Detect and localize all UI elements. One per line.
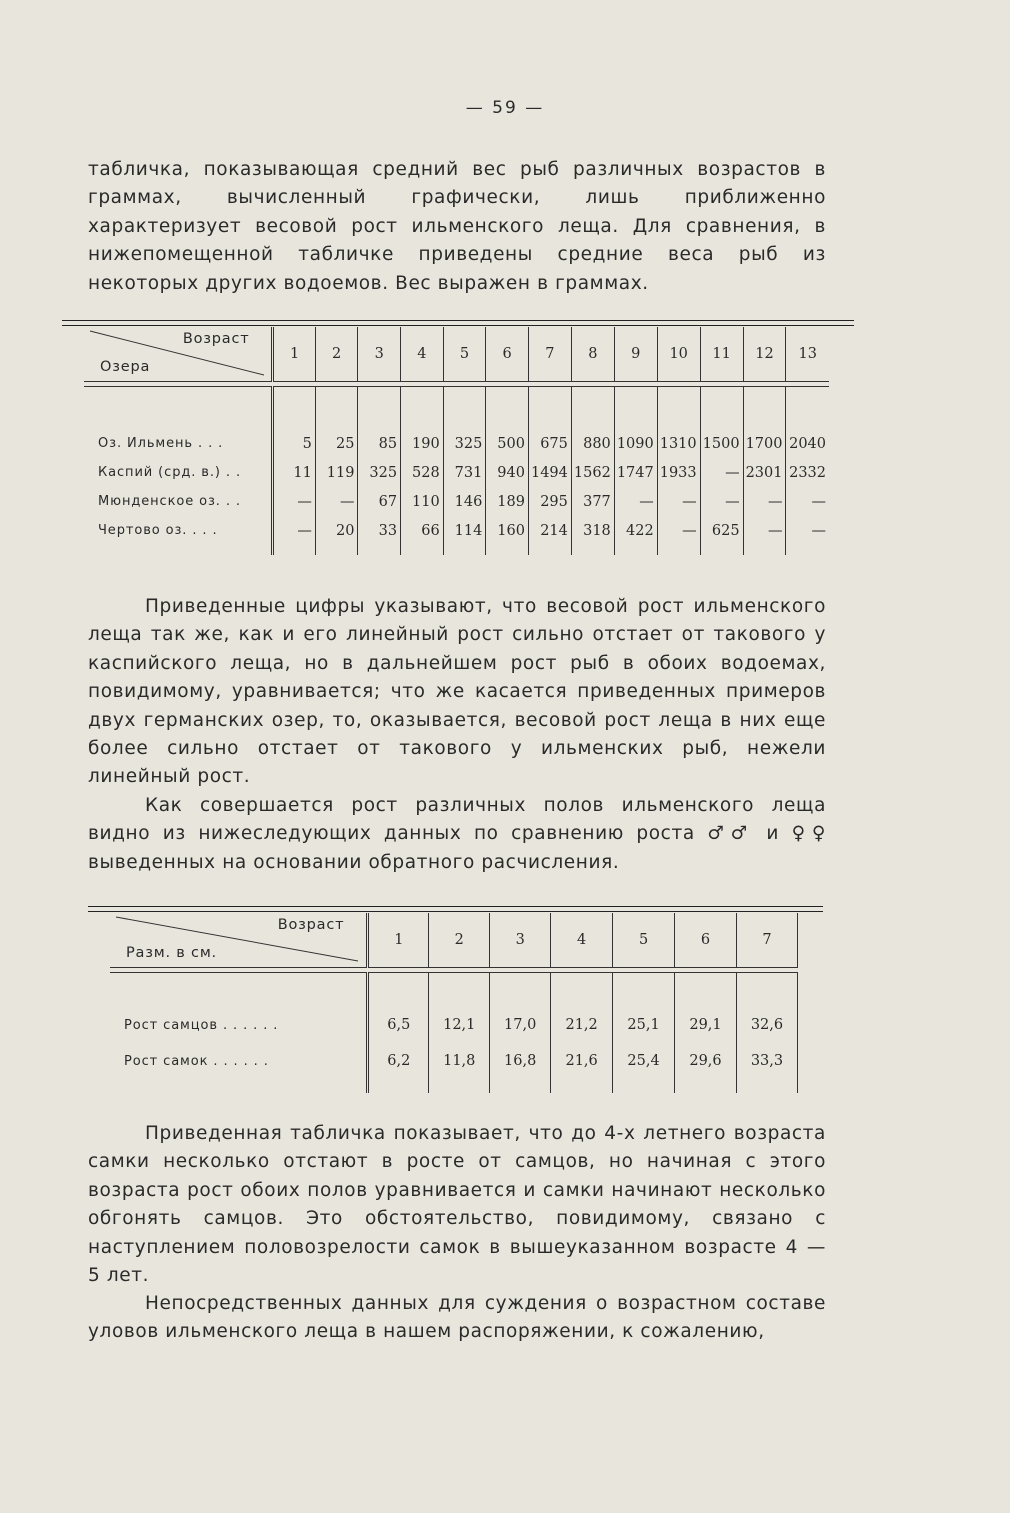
- spacer-cell: [368, 1079, 429, 1093]
- table-tail-row: [110, 1079, 798, 1093]
- column-header: 5: [443, 327, 486, 382]
- table-row: [110, 1043, 798, 1079]
- data-cell: 1500: [700, 429, 743, 458]
- spacer-cell: [528, 387, 571, 430]
- spacer-cell: [786, 387, 829, 430]
- data-cell: 625: [700, 516, 743, 545]
- data-cell: 1747: [614, 458, 657, 487]
- data-cell: 25: [315, 429, 358, 458]
- data-cell: 528: [401, 458, 444, 487]
- column-header: 4: [401, 327, 444, 382]
- table-row: [84, 487, 829, 516]
- data-cell: 85: [358, 429, 401, 458]
- spacer-cell: [700, 545, 743, 555]
- data-cell: 325: [443, 429, 486, 458]
- spacer-cell: [613, 973, 675, 1008]
- row-label: Рост самцов . . . . . .: [110, 1007, 368, 1043]
- column-header: 2: [429, 913, 490, 968]
- data-cell: —: [700, 487, 743, 516]
- data-cell: 25,1: [613, 1007, 675, 1043]
- column-header: 12: [743, 327, 786, 382]
- data-cell: 214: [528, 516, 571, 545]
- data-cell: 940: [486, 458, 529, 487]
- data-cell: —: [273, 487, 315, 516]
- spacer-cell: [273, 387, 315, 430]
- data-cell: 1310: [657, 429, 700, 458]
- paragraph-conclusion: Приведенная табличка показывает, что до 4-х летнего возраста самки несколько отстают в росте от самцов, но начиная с этого возраста рост обоих полов уравнивается и самки начинают несколько обгонять самцов. Это обстоятельство, повидимому, связано с наступлением половозрелости самок в вышеуказанном возрасте 4 — 5 лет.: [88, 1123, 826, 1287]
- table-row: [84, 516, 829, 545]
- data-cell: —: [743, 487, 786, 516]
- data-cell: 731: [443, 458, 486, 487]
- spacer-cell: [551, 1079, 613, 1093]
- page-number: — 59 —: [465, 98, 545, 118]
- data-cell: —: [657, 487, 700, 516]
- spacer-cell: [273, 545, 315, 555]
- column-header: 3: [358, 327, 401, 382]
- spacer-cell: [401, 545, 444, 555]
- corner-cell: [84, 327, 271, 381]
- data-cell: 11: [273, 458, 315, 487]
- data-cell: 190: [401, 429, 444, 458]
- table-row: [84, 458, 829, 487]
- column-header: 1: [368, 913, 429, 968]
- data-cell: 2301: [743, 458, 786, 487]
- data-cell: 119: [315, 458, 358, 487]
- paragraph-sex-growth: Как совершается рост различных полов ильменского леща видно из нижеследующих данных по сравнению роста ♂♂ и ♀♀ выведенных на основании обратного расчисления.: [88, 795, 826, 873]
- data-cell: 6,5: [368, 1007, 429, 1043]
- spacer-cell: [490, 1079, 551, 1093]
- spacer-cell: [315, 387, 358, 430]
- spacer-cell: [657, 545, 700, 555]
- spacer-cell: [614, 387, 657, 430]
- table-corner-header: [110, 913, 368, 968]
- data-cell: —: [700, 458, 743, 487]
- column-header: 3: [490, 913, 551, 968]
- data-cell: 6,2: [368, 1043, 429, 1079]
- spacer-cell: [675, 973, 737, 1008]
- data-cell: 422: [614, 516, 657, 545]
- data-cell: 29,6: [675, 1043, 737, 1079]
- paragraph-age-composition: Непосредственных данных для суждения о возрастном составе уловов ильменского леща в нашем распоряжении, к сожалению,: [88, 1293, 826, 1343]
- data-cell: 33,3: [736, 1043, 797, 1079]
- data-cell: 1700: [743, 429, 786, 458]
- data-cell: 880: [571, 429, 614, 458]
- spacer-cell: [571, 545, 614, 555]
- column-header: 6: [675, 913, 737, 968]
- row-label: Чертово оз. . . .: [84, 516, 273, 545]
- spacer-cell: [486, 545, 529, 555]
- data-cell: 11,8: [429, 1043, 490, 1079]
- data-cell: —: [614, 487, 657, 516]
- data-cell: 2332: [789, 464, 826, 481]
- spacer-cell: [786, 545, 829, 555]
- column-header: 7: [528, 327, 571, 382]
- data-cell: 21,2: [551, 1007, 613, 1043]
- data-cell: —: [657, 516, 700, 545]
- spacer-cell: [571, 387, 614, 430]
- data-cell: 160: [486, 516, 529, 545]
- data-cell: —: [273, 516, 315, 545]
- corner-row-label: Озера: [100, 359, 151, 375]
- spacer-cell: [486, 387, 529, 430]
- spacer-cell: [490, 973, 551, 1008]
- table-row: [84, 429, 829, 458]
- data-cell: 1933: [657, 458, 700, 487]
- spacer-cell: [551, 973, 613, 1008]
- spacer-cell: [368, 973, 429, 1008]
- spacer-cell: [736, 1079, 797, 1093]
- data-cell: 16,8: [490, 1043, 551, 1079]
- spacer-cell: [675, 1079, 737, 1093]
- spacer-cell: [358, 387, 401, 430]
- data-cell: 295: [528, 487, 571, 516]
- data-cell: 66: [401, 516, 444, 545]
- data-cell: 21,6: [551, 1043, 613, 1079]
- spacer-cell: [443, 545, 486, 555]
- data-cell: 189: [486, 487, 529, 516]
- column-header: 5: [613, 913, 675, 968]
- data-cell: 325: [358, 458, 401, 487]
- spacer-cell: [613, 1079, 675, 1093]
- data-cell: —: [743, 516, 786, 545]
- data-cell: —: [811, 522, 826, 539]
- corner-cell: [110, 913, 366, 967]
- table-spacer-row: [84, 387, 829, 430]
- paragraph-intro: табличка, показывающая средний вес рыб различных возрастов в граммах, вычисленный графически, лишь приближенно характеризует весовой рост ильменского леща. Для сравнения, в нижепомещенной табличке приведены средние веса рыб из некоторых других водоемов. Вес выражен в граммах.: [88, 159, 826, 294]
- spacer-cell: [614, 545, 657, 555]
- data-cell: 1562: [571, 458, 614, 487]
- growth-by-sex-table: [110, 913, 798, 1093]
- table-tail-row: [84, 545, 829, 555]
- column-header: 1: [273, 327, 315, 382]
- data-cell: 12,1: [429, 1007, 490, 1043]
- data-cell: 2040: [789, 435, 826, 452]
- column-header: 8: [571, 327, 614, 382]
- table-row: [110, 1007, 798, 1043]
- table2-top-rule: [88, 906, 823, 912]
- row-label: Каспий (срд. в.) . .: [84, 458, 273, 487]
- table-header-row: [110, 913, 798, 968]
- data-cell: 29,1: [675, 1007, 737, 1043]
- column-header: 2: [315, 327, 358, 382]
- spacer-cell: [443, 387, 486, 430]
- spacer-cell: [110, 973, 368, 1008]
- column-header: 7: [736, 913, 797, 968]
- column-header: 4: [551, 913, 613, 968]
- spacer-cell: [110, 1079, 368, 1093]
- column-header: 10: [657, 327, 700, 382]
- spacer-cell: [700, 387, 743, 430]
- data-cell: 67: [358, 487, 401, 516]
- spacer-cell: [429, 973, 490, 1008]
- spacer-cell: [736, 973, 797, 1008]
- data-cell: 20: [315, 516, 358, 545]
- spacer-cell: [84, 545, 273, 555]
- spacer-cell: [401, 387, 444, 430]
- row-label: Рост самок . . . . . .: [110, 1043, 368, 1079]
- corner-column-label: Возраст: [182, 331, 250, 347]
- data-cell: 318: [571, 516, 614, 545]
- spacer-cell: [743, 387, 786, 430]
- weight-by-age-table: [84, 327, 829, 555]
- data-cell: 1494: [528, 458, 571, 487]
- spacer-cell: [315, 545, 358, 555]
- column-header: 13: [798, 346, 817, 362]
- corner-row-label: Разм. в см.: [126, 945, 217, 961]
- table-corner-header: [84, 327, 273, 382]
- data-cell: 25,4: [613, 1043, 675, 1079]
- data-cell: 146: [443, 487, 486, 516]
- row-label: Мюнденское оз. . .: [84, 487, 273, 516]
- spacer-cell: [84, 387, 273, 430]
- data-cell: 17,0: [490, 1007, 551, 1043]
- corner-column-label: Возраст: [277, 917, 345, 933]
- table1-top-rule: [62, 320, 854, 326]
- row-label: Оз. Ильмень . . .: [84, 429, 273, 458]
- data-cell: 675: [528, 429, 571, 458]
- table-spacer-row: [110, 973, 798, 1008]
- data-cell: 377: [571, 487, 614, 516]
- data-cell: 32,6: [736, 1007, 797, 1043]
- data-cell: —: [315, 487, 358, 516]
- data-cell: 5: [273, 429, 315, 458]
- data-cell: 500: [486, 429, 529, 458]
- paragraph-comparison: Приведенные цифры указывают, что весовой рост ильменского леща так же, как и его линейный рост сильно отстает от такового у каспийского леща, но в дальнейшем рост рыб в обоих водоемах, повидимому, уравнивается; что же касается приведенных примеров двух германских озер, то, оказывается, весовой рост леща в них еще более сильно отстает от такового у ильменских рыб, нежели линейный рост.: [88, 596, 826, 788]
- spacer-cell: [657, 387, 700, 430]
- data-cell: 114: [443, 516, 486, 545]
- spacer-cell: [358, 545, 401, 555]
- data-cell: —: [811, 493, 826, 510]
- spacer-cell: [528, 545, 571, 555]
- data-cell: 33: [358, 516, 401, 545]
- spacer-cell: [743, 545, 786, 555]
- table-header-row: [84, 327, 829, 382]
- column-header: 9: [614, 327, 657, 382]
- spacer-cell: [429, 1079, 490, 1093]
- column-header: 11: [700, 327, 743, 382]
- data-cell: 1090: [614, 429, 657, 458]
- column-header: 6: [486, 327, 529, 382]
- data-cell: 110: [401, 487, 444, 516]
